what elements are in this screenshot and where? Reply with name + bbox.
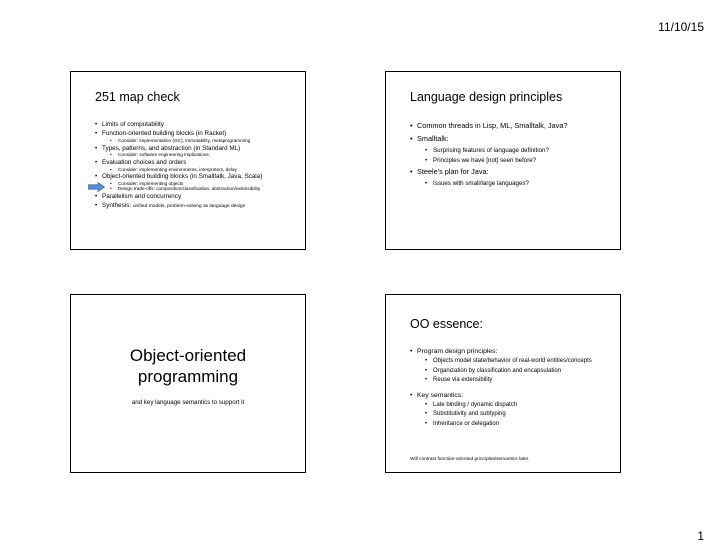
slide-251-map-check: [70, 71, 306, 250]
list-item: • Program design principles: • Objects model state/behavior of real-world entities/concepts • Organization by classification and encapsulation • Reuse via extensibility: [410, 348, 612, 384]
sub-list-item: • Objects model state/behavior of real-world entities/concepts: [425, 358, 612, 365]
slide-language-design-principles: [385, 71, 621, 250]
sub-list-item: • Substitutivity and subtyping: [425, 411, 612, 418]
list-item: • Synthesis: unified models, problem-solving as language design: [95, 202, 297, 210]
list-item: • Common threads in Lisp, ML, Smalltalk, Java?: [410, 122, 612, 131]
slide-title: 251 map check: [95, 90, 180, 104]
list-item-current: • Object-oriented building blocks (in Smalltalk, Java, Scala) • Consider: implementing objects • Design trade-offs: composition/classification, abstraction/extensibility: [95, 173, 297, 191]
sub-list-item: • Surprising features of language definition?: [425, 147, 612, 154]
slide-object-oriented-programming: [70, 294, 306, 473]
list-item: • Types, patterns, and abstraction (in Standard ML) • Consider: software engineering implications: [95, 145, 297, 158]
slide-note: Will contrast function-oriented principles/semantics later.: [410, 457, 530, 462]
sub-list-item: • Organization by classification and encapsulation: [425, 368, 612, 375]
slide-oo-essence: [385, 294, 621, 473]
sub-list-item: • Principles we have [not] seen before?: [425, 157, 612, 164]
list-item: • Parallelism and concurrency: [95, 193, 297, 201]
slide-title: OO essence:: [410, 317, 483, 331]
sub-list-item: • Design trade-offs: composition/classification, abstraction/extensibility: [110, 186, 297, 191]
sub-list-item: • Consider: implementing environments, interpreters, delay: [110, 167, 297, 172]
sub-list-item: • Issues with small/large languages?: [425, 180, 612, 187]
list-item: • Key semantics: • Late binding / dynamic dispatch • Substitutivity and subtyping • Inheritance or delegation: [410, 392, 612, 428]
list-item: • Smalltalk: • Surprising features of language definition? • Principles we have [not] seen before?: [410, 135, 612, 164]
bullet-list: [410, 122, 612, 191]
sub-list-item: • Inheritance or delegation: [425, 421, 612, 428]
sub-list-item: • Consider: software engineering implications: [110, 152, 297, 157]
page-date: 11/10/15: [658, 20, 704, 34]
list-item: • Evaluation choices and orders • Consider: implementing environments, interpreters, delay: [95, 159, 297, 172]
sub-list-item: • Reuse via extensibility: [425, 377, 612, 384]
slide-subtitle: and key language semantics to support it: [131, 399, 245, 406]
bullet-list: [95, 121, 297, 212]
bullet-list: [410, 348, 612, 430]
list-item: • Function-oriented building blocks (in Racket) • Consider: implementation (GC), immutability, metaprogramming: [95, 130, 297, 143]
sub-list-item: • Consider: implementation (GC), immutability, metaprogramming: [110, 138, 297, 143]
page-number: 1: [697, 529, 704, 543]
sub-list-item: • Consider: implementing objects: [110, 181, 297, 186]
slide-title: Object-oriented programming: [129, 346, 247, 387]
sub-list-item: • Late binding / dynamic dispatch: [425, 402, 612, 409]
list-item: • Limits of computability: [95, 121, 297, 129]
list-item: • Steele's plan for Java: • Issues with small/large languages?: [410, 168, 612, 187]
slide-title: Language design principles: [410, 90, 563, 104]
